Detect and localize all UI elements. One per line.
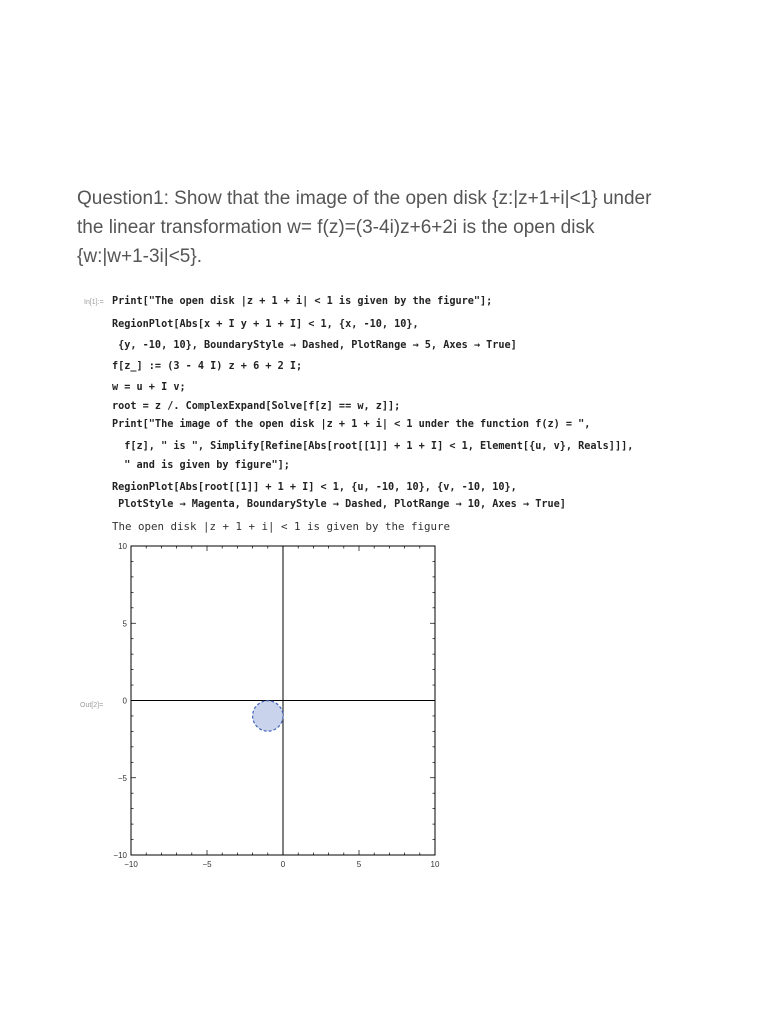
x-tick-label: −10 bbox=[124, 860, 138, 869]
x-tick-label: 0 bbox=[280, 860, 286, 869]
y-tick-label: 5 bbox=[122, 619, 127, 629]
y-tick-label: 10 bbox=[118, 542, 127, 551]
code-line-5[interactable]: w = u + I v; bbox=[112, 382, 186, 393]
input-cell-label: In[1]:= bbox=[84, 299, 104, 306]
print-output: The open disk |z + 1 + i| < 1 is given by the figure bbox=[112, 520, 451, 533]
y-tick-label: −10 bbox=[113, 851, 127, 860]
x-tick-label: 10 bbox=[430, 860, 440, 869]
code-line-10[interactable]: RegionPlot[Abs[root[[1]] + 1 + I] < 1, {u, -10, 10}, {v, -10, 10}, bbox=[112, 482, 517, 493]
y-tick-label: 0 bbox=[122, 696, 127, 706]
open-disk-region bbox=[253, 701, 283, 731]
code-line-2[interactable]: RegionPlot[Abs[x + I y + 1 + I] < 1, {x, -10, 10}, bbox=[112, 319, 419, 330]
code-line-6[interactable]: root = z /. ComplexExpand[Solve[f[z] == w, z]]; bbox=[112, 401, 401, 412]
code-line-7[interactable]: Print["The image of the open disk |z + 1 + i| < 1 under the function f(z) = ", bbox=[112, 419, 591, 430]
code-line-11[interactable]: PlotStyle → Magenta, BoundaryStyle → Dashed, PlotRange → 10, Axes → True] bbox=[112, 499, 566, 510]
x-tick-label: 5 bbox=[356, 860, 362, 869]
x-tick-label: −5 bbox=[202, 860, 212, 869]
code-line-3[interactable]: {y, -10, 10}, BoundaryStyle → Dashed, PlotRange → 5, Axes → True] bbox=[112, 340, 517, 351]
y-tick-label: −5 bbox=[117, 773, 127, 783]
code-line-4[interactable]: f[z_] := (3 - 4 I) z + 6 + 2 I; bbox=[112, 361, 303, 372]
code-line-9[interactable]: " and is given by figure"]; bbox=[112, 460, 290, 471]
code-line-1[interactable]: Print["The open disk |z + 1 + i| < 1 is given by the figure"]; bbox=[112, 296, 493, 307]
output-cell-label: Out[2]= bbox=[80, 702, 104, 709]
question-line-1: Question1: Show that the image of the open disk {z:|z+1+i|<1} under bbox=[77, 188, 652, 209]
question-line-2: the linear transformation w= f(z)=(3-4i)z+6+2i is the open disk bbox=[77, 217, 595, 238]
code-line-8[interactable]: f[z], " is ", Simplify[Refine[Abs[root[[1]] + 1 + I] < 1, Element[{u, v}, Reals]]], bbox=[112, 441, 634, 452]
question-line-3: {w:|w+1-3i|<5}. bbox=[77, 246, 203, 267]
